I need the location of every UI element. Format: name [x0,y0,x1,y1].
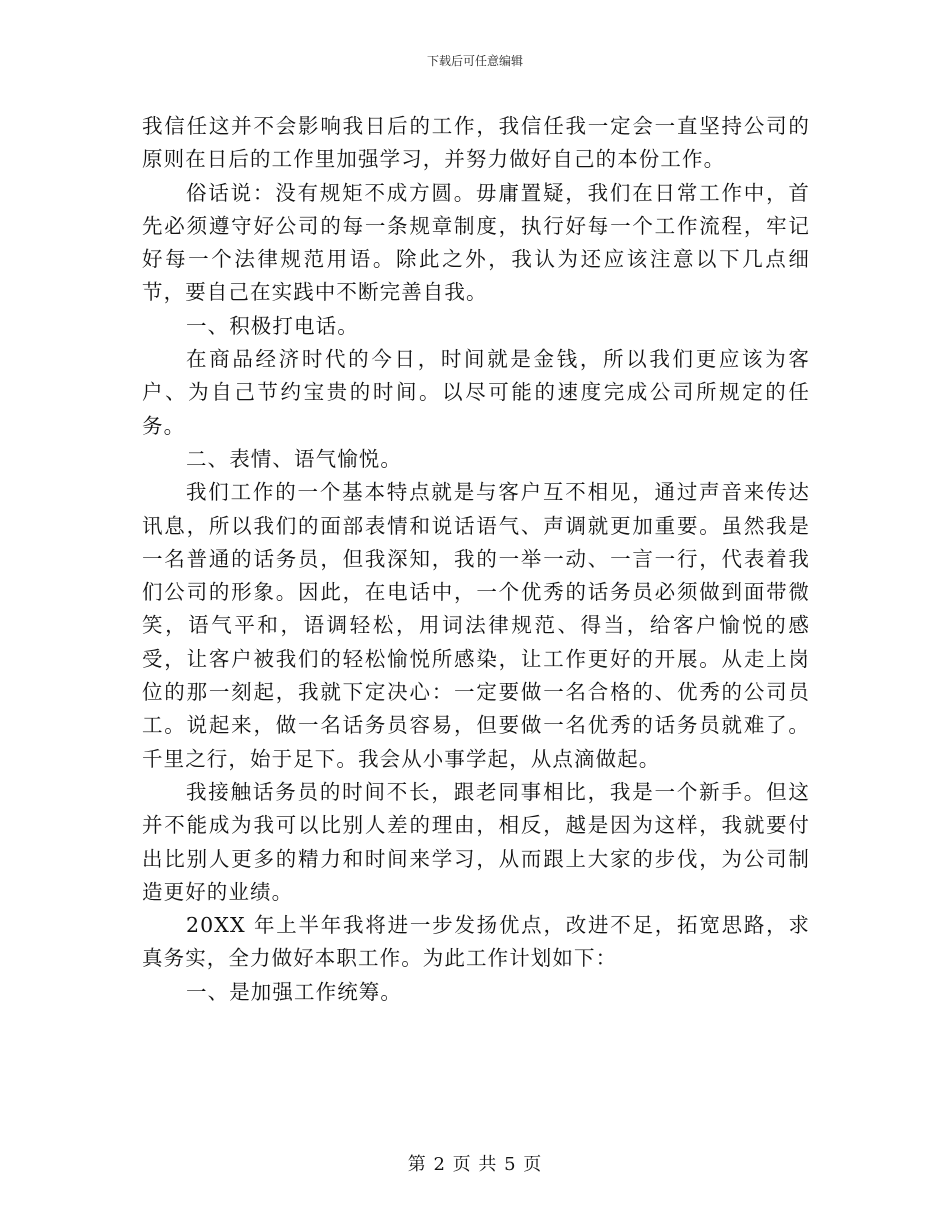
document-body [142,110,810,1009]
paragraph-6: 20XX 年上半年我将进一步发扬优点，改进不足，拓宽思路，求真务实，全力做好本职工作。为此工作计划如下： [142,913,810,971]
plan-item-1: 一、是加强工作统筹。 [186,979,402,1004]
paragraph-5: 我接触话务员的时间不长，跟老同事相比，我是一个新手。但这并不能成为我可以比别人差的理由，相反，越是因为这样，我就要付出比别人更多的精力和时间来学习，从而跟上大家的步伐，为公司制造更好的业绩。 [142,779,810,904]
section-heading-2: 二、表情、语气愉悦。 [186,446,402,471]
page-header: 下载后可任意编辑 [426,54,523,68]
paragraph-2: 俗话说：没有规矩不成方圆。毋庸置疑，我们在日常工作中，首先必须遵守好公司的每一条规章制度，执行好每一个工作流程，牢记好每一个法律规范用语。除此之外，我认为还应该注意以下几点细节，要自己在实践中不断完善自我。 [142,180,810,305]
page-number: 第 2 页 共 5 页 [407,1154,543,1175]
section-heading-1: 一、积极打电话。 [186,313,359,338]
paragraph-3: 在商品经济时代的今日，时间就是金钱，所以我们更应该为客户、为自己节约宝贵的时间。以尽可能的速度完成公司所规定的任务。 [142,347,810,438]
paragraph-1: 我信任这并不会影响我日后的工作，我信任我一定会一直坚持公司的原则在日后的工作里加强学习，并努力做好自己的本份工作。 [142,114,810,172]
paragraph-4: 我们工作的一个基本特点就是与客户互不相见，通过声音来传达讯息，所以我们的面部表情和说话语气、声调就更加重要。虽然我是一名普通的话务员，但我深知，我的一举一动、一言一行，代表着我们公司的形象。因此，在电话中，一个优秀的话务员必须做到面带微笑，语气平和，语调轻松，用词法律规范、得当，给客户愉悦的感受，让客户被我们的轻松愉悦所感染，让工作更好的开展。从走上岗位的那一刻起，我就下定决心：一定要做一名合格的、优秀的公司员工。说起来，做一名话务员容易，但要做一名优秀的话务员就难了。千里之行，始于足下。我会从小事学起，从点滴做起。 [142,480,810,771]
